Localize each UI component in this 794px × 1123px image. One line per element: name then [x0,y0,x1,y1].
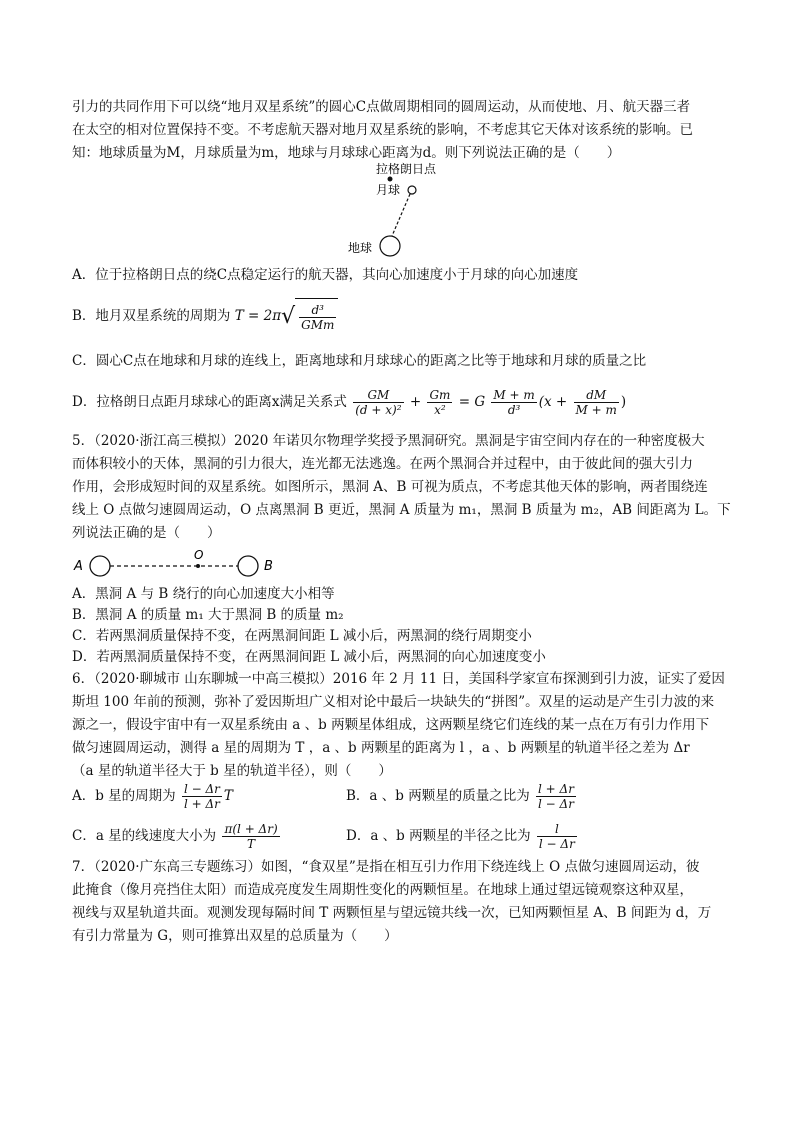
q6-b-den: l − Δr [538,797,574,811]
q6-b-num: l + Δr [538,782,574,796]
q4-d-frac2-den: x² [434,403,446,417]
q4-d-frac3-num: M + m [493,388,535,402]
q6-line-2: 斯坦 100 年前的预测，弥补了爱因斯坦广义相对论中最后一块缺失的“拼图”。双星的运动是产生引力波的来 [72,694,715,710]
q5-options [72,584,722,668]
q6-c-den: T [247,837,256,851]
q7-line-4: 有引力常量为 G，则可推算出双星的总质量为（ ） [72,928,398,944]
q6-a-den: l + Δr [183,797,220,811]
q7-line-2: 此掩食（像月亮挡住太阳）而造成亮度发生周期性变化的两颗恒星。在地球上通过望远镜观察这种双星， [72,882,693,898]
q4-intro [72,96,722,165]
q4-d-plus: + [409,394,422,410]
q4-intro-line-2: 在太空的相对位置保持不变。不考虑航天器对地月双星系统的影响，不考虑其它天体对该系统的影响。已 [72,122,693,138]
black-hole-a-circle [90,556,110,576]
q5-line-1: 5．（2020·浙江高三模拟）2020 年诺贝尔物理学奖授予黑洞研究。黑洞是宇宙空间内存在的一种密度极大 [72,433,705,449]
q4-option-c-text: C．圆心C点在地球和月球的连线上，距离地球和月球球心的距离之比等于地球和月球的质量之比 [72,353,647,369]
q4-option-d [72,382,722,422]
q4-option-b-numerator: d³ [299,303,336,318]
black-hole-b-label: B [264,559,273,574]
q5-option-b: B．黑洞 A 的质量 m₁ 大于黑洞 B 的质量 m₂ [72,607,344,623]
q4-option-b-formula-lhs: T = 2π [234,308,282,324]
q4-option-b-denominator: GMm [301,318,335,332]
q7-line-1: 7．（2020·广东高三专题练习）如图，“食双星”是指在相互引力作用下绕连线上 O 点做匀速圆周运动，彼 [72,859,700,875]
q6-line-4: 做匀速圆周运动，测得 a 星的周期为 T ，a 、b 两颗星的距离为 l ，a 、b 两颗星的轨道半径之差为 Δr [72,740,690,756]
q6-d-num: l [537,822,577,837]
q4-option-a-text: A．位于拉格朗日点的绕C点稳定运行的航天器，其向心加速度小于月球的向心加速度 [72,267,579,283]
lagrange-point-dot [388,177,393,182]
black-hole-figure [72,548,292,582]
q4-d-paren: (x + [538,394,568,410]
q4-option-d-text: D．拉格朗日点距月球球心的距离x满足关系式 [72,394,347,410]
q6-option-c [72,818,282,854]
q4-d-frac2-num: Gm [429,388,451,402]
q5-line-2: 而体积较小的天体，黑洞的引力很大，连光都无法逃逸。在两个黑洞合并过程中，由于彼此间的强大引力 [72,456,693,472]
q4-d-close-paren: ) [620,394,627,410]
q6-line-5: （a 星的轨道半径大于 b 星的轨道半径），则（ ） [72,763,392,779]
q5-option-c: C．若两黑洞质量保持不变，在两黑洞间距 L 减小后，两黑洞的绕行周期变小 [72,628,532,644]
q6-a-num: l − Δr [183,782,220,796]
q4-option-b [72,298,722,335]
q4-option-b-sqrt: √ $\frac{\text{d³}}{\text{GMm}}$ [281,298,338,335]
q4-option-b-text: B．地月双星系统的周期为 [72,308,231,324]
black-hole-a-label: A [74,559,83,574]
q6-option-a [72,778,233,814]
moon-circle [408,186,416,194]
center-o-dot [196,564,200,568]
q5-option-d: D．若两黑洞质量保持不变，在两黑洞间距 L 减小后，两黑洞的向心加速度变小 [72,649,546,665]
q6-line-1: 6．（2020·聊城市 山东聊城一中高三模拟）2016 年 2 月 11 日，美国科学家宣布探测到引力波，证实了爱因 [72,671,725,687]
q4-d-frac4-num: dM [574,388,619,403]
q6-option-d [346,818,579,854]
q5-line-3: 作用，会形成短时间的双星系统。如图所示，黑洞 A、B 可视为质点，不考虑其他天体的影响，两者围绕连 [72,479,708,495]
q4-intro-line-3: 知：地球质量为M，月球质量为m，地球与月球球心距离为d。则下列说法正确的是（ ） [72,145,621,161]
q5-line-5: 列说法正确的是（ ） [72,525,221,541]
q7-line-3: 视线与双星轨道共面。观测发现每隔时间 T 两颗恒星与望远镜共线一次，已知两颗恒星 A、B 间距为 d，万 [72,905,712,921]
earth-label: 地球 [348,241,373,255]
q5-stem [72,430,731,545]
q7-stem [72,856,722,948]
q6-line-3: 源之一，假设宇宙中有一双星系统由 a 、b 两颗星体组成，这两颗星绕它们连线的某一点在万有引力作用下 [72,717,710,733]
center-o-label: O [194,548,204,562]
q4-d-frac4-den: M + m [575,403,617,417]
q6-option-d-text: D．a 、b 两颗星的半径之比为 [346,828,531,844]
q4-option-a [72,264,722,287]
q6-a-post: T [223,788,233,804]
q6-option-c-text: C．a 星的线速度大小为 [72,828,217,844]
black-hole-b-circle [238,556,258,576]
q6-option-b-text: B．a 、b 两颗星的质量之比为 [346,788,530,804]
q6-option-b [346,778,578,814]
q4-d-frac1-den: (d + x)² [355,403,402,417]
q6-stem [72,668,725,783]
q4-option-c [72,350,722,373]
q4-intro-line-1: 引力的共同作用下可以绕“地月双星系统”的圆心C点做周期相同的圆周运动，从而使地、月、航天器三者 [72,99,691,115]
q6-d-den: l − Δr [538,837,575,851]
q4-d-equals: = G [458,394,486,410]
earth-circle [380,236,400,256]
earth-moon-dashed-line [392,194,410,236]
q6-c-num: π(l + Δr) [224,822,278,836]
earth-moon-figure [340,158,470,266]
lagrange-point-label: 拉格朗日点 [376,162,437,176]
q5-line-4: 线上 O 点做匀速圆周运动，O 点离黑洞 B 更近，黑洞 A 质量为 m₁，黑洞 B 质量为 m₂，AB 间距离为 L。下 [72,502,731,518]
q6-option-a-text: A．b 星的周期为 [72,788,176,804]
q4-d-frac1-num: GM [353,388,403,403]
q4-d-frac3-den: d³ [507,403,521,417]
q5-option-a: A．黑洞 A 与 B 绕行的向心加速度大小相等 [72,586,335,602]
moon-label: 月球 [376,183,401,197]
